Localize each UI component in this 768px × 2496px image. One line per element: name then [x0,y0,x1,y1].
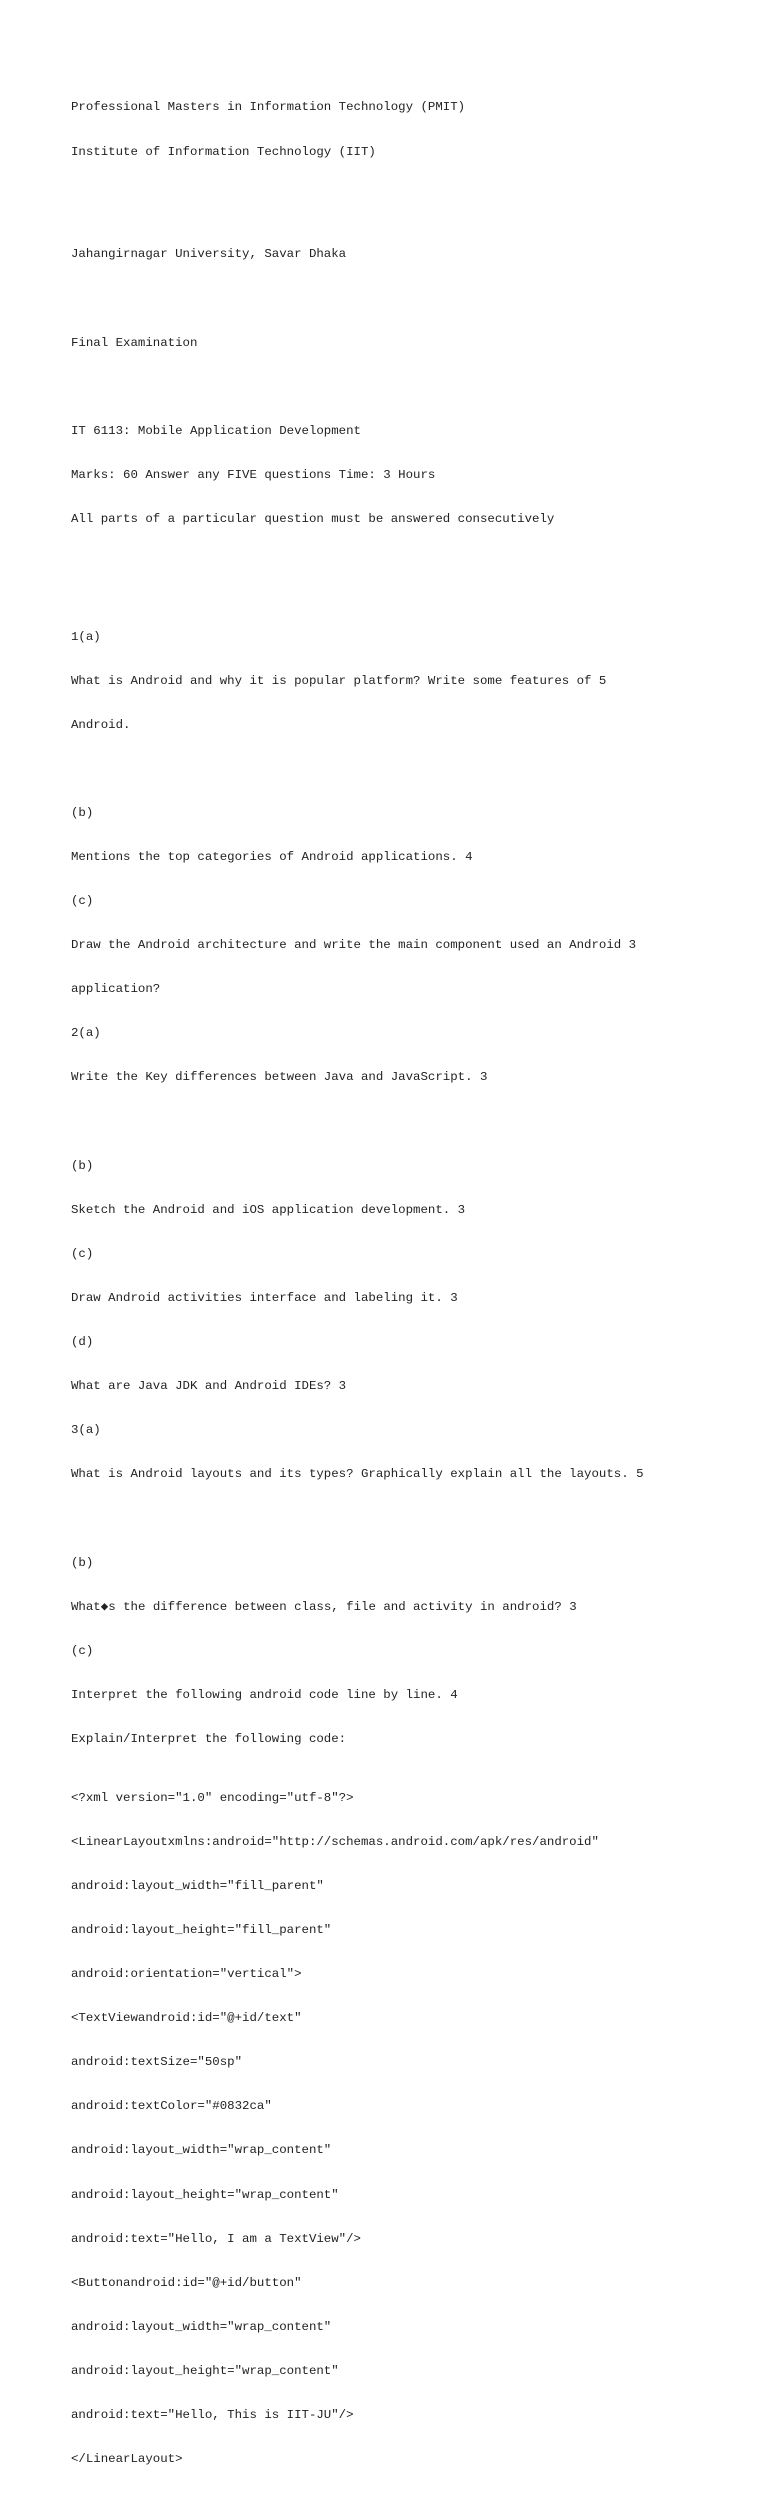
question-text: Android. [71,717,131,732]
question-text: What is Android and why it is popular platform? Write some features of 5 [71,673,607,688]
university-name: Jahangirnagar University, Savar Dhaka [71,247,347,262]
code-line: <LinearLayoutxmlns:android="http://schemas.android.com/apk/res/android" [71,1834,599,1849]
question-label: 2(a) [71,1026,101,1041]
code-line: android:layout_width="wrap_content" [71,2143,332,2158]
instruction: All parts of a particular question must be answered consecutively [71,511,555,526]
question-label: 1(a) [71,629,101,644]
spacer [71,291,741,306]
code-line: android:layout_width="fill_parent" [71,1878,324,1893]
exam-paper-text [71,71,741,2496]
question-text: Draw the Android architecture and write the main component used an Android 3 [71,938,637,953]
code-line: android:textColor="#0832ca" [71,2099,272,2114]
question-label: (c) [71,1246,94,1261]
question-label: (b) [71,805,94,820]
spacer [71,189,741,218]
spacer [71,380,741,395]
question-text: Explain/Interpret the following code: [71,1731,347,1746]
code-line: android:layout_height="fill_parent" [71,1922,332,1937]
code-line: android:text="Hello, I am a TextView"/> [71,2231,361,2246]
question-label: 3(a) [71,1423,101,1438]
code-line: <?xml version="1.0" encoding="utf-8"?> [71,1790,354,1805]
code-line: android:layout_width="wrap_content" [71,2319,332,2334]
question-label: (b) [71,1555,94,1570]
code-line: <TextViewandroid:id="@+id/text" [71,2011,302,2026]
question-text: Sketch the Android and iOS application development. 3 [71,1202,466,1217]
course-code-title: IT 6113: Mobile Application Development [71,423,361,438]
question-text: Mentions the top categories of Android applications. 4 [71,850,473,865]
spacer [71,762,741,777]
code-line: android:text="Hello, This is IIT-JU"/> [71,2408,354,2422]
spacer [71,556,741,585]
question-text: Draw Android activities interface and labeling it. 3 [71,1290,458,1305]
institute-title: Institute of Information Technology (IIT) [71,144,376,159]
question-text: What◆s the difference between class, file and activity in android? 3 [71,1599,577,1614]
program-title: Professional Masters in Information Technology (PMIT) [71,100,466,115]
question-text: Write the Key differences between Java and JavaScript. 3 [71,1070,488,1085]
code-line: android:layout_height="wrap_content" [71,2363,339,2378]
question-label: (b) [71,1158,94,1173]
code-line: android:orientation="vertical"> [71,1967,302,1982]
question-label: (c) [71,894,94,909]
question-text: What are Java JDK and Android IDEs? 3 [71,1379,347,1394]
question-text: Interpret the following android code line by line. 4 [71,1687,458,1702]
code-line: </LinearLayout> [71,2452,183,2467]
question-label: (c) [71,1643,94,1658]
exam-title: Final Examination [71,335,198,350]
code-line: android:textSize="50sp" [71,2055,243,2070]
spacer [71,1115,741,1130]
code-line: <Buttonandroid:id="@+id/button" [71,2275,302,2290]
question-label: (d) [71,1335,94,1350]
question-text: What is Android layouts and its types? Graphically explain all the layouts. 5 [71,1467,644,1482]
code-line: android:layout_height="wrap_content" [71,2187,339,2202]
marks-time: Marks: 60 Answer any FIVE questions Time: 3 Hours [71,467,436,482]
spacer [71,1511,741,1526]
question-text: application? [71,982,161,997]
